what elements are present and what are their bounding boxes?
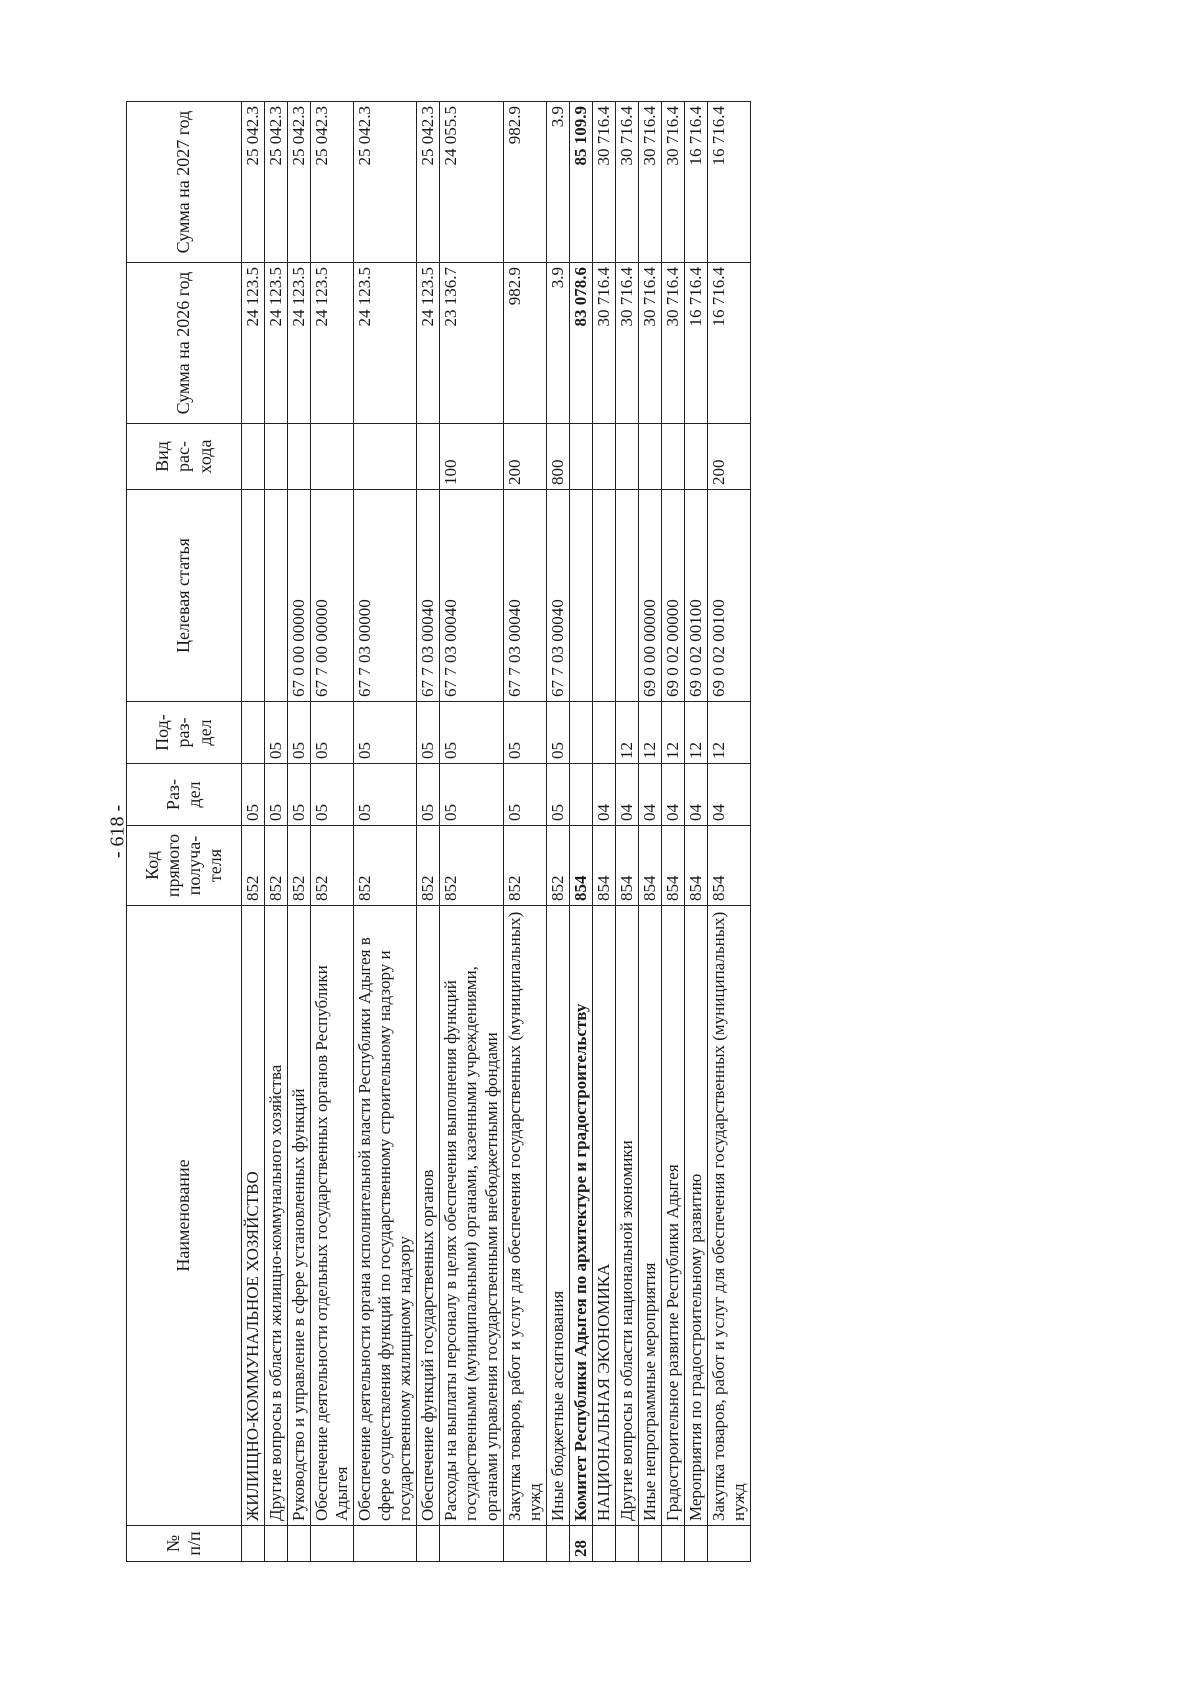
cell-code: 854: [661, 826, 684, 906]
cell-sum-2026: 24 123.5: [354, 263, 417, 424]
cell-no: [440, 1526, 503, 1562]
cell-sum-2027: 25 042.3: [265, 102, 288, 263]
table-row: [592, 102, 615, 1562]
header-podrazdel: Под-раз-дел: [127, 702, 242, 764]
cell-name: Руководство и управление в сфере установленных функций: [288, 906, 311, 1526]
cell-razdel: 04: [684, 764, 707, 826]
cell-podrazdel: 05: [417, 702, 440, 764]
cell-name: Другие вопросы в области жилищно-коммунального хозяйства: [265, 906, 288, 1526]
cell-celevaya: 67 7 03 00040: [546, 490, 569, 702]
table-row: [638, 102, 661, 1562]
table-row: [354, 102, 417, 1562]
cell-name: НАЦИОНАЛЬНАЯ ЭКОНОМИКА: [592, 906, 615, 1526]
cell-name: Обеспечение функций государственных органов: [417, 906, 440, 1526]
cell-podrazdel: [242, 702, 265, 764]
cell-celevaya: 69 0 02 00100: [684, 490, 707, 702]
cell-name: Комитет Республики Адыгея по архитектуре и градостроительству: [569, 906, 592, 1526]
cell-sum-2026: 30 716.4: [638, 263, 661, 424]
cell-code: 852: [440, 826, 503, 906]
cell-code: 852: [503, 826, 546, 906]
budget-table: [126, 101, 751, 1562]
header-celevaya: Целевая статья: [127, 490, 242, 702]
cell-sum-2027: 30 716.4: [661, 102, 684, 263]
cell-vid: [242, 424, 265, 490]
cell-vid: [638, 424, 661, 490]
cell-celevaya: 67 7 03 00000: [354, 490, 417, 702]
cell-sum-2027: 982.9: [503, 102, 546, 263]
cell-vid: [354, 424, 417, 490]
cell-razdel: 05: [546, 764, 569, 826]
cell-sum-2026: 3.9: [546, 263, 569, 424]
cell-name: Закупка товаров, работ и услуг для обеспечения государственных (муниципальных) нужд: [503, 906, 546, 1526]
cell-razdel: 05: [265, 764, 288, 826]
cell-podrazdel: 05: [354, 702, 417, 764]
header-sum-2026: Сумма на 2026 год: [127, 263, 242, 424]
table-row: [417, 102, 440, 1562]
table-row: [265, 102, 288, 1562]
cell-no: [638, 1526, 661, 1562]
cell-vid: [417, 424, 440, 490]
cell-sum-2027: 25 042.3: [288, 102, 311, 263]
cell-razdel: 05: [311, 764, 354, 826]
header-razdel: Раз-дел: [127, 764, 242, 826]
table-row: [707, 102, 750, 1562]
cell-razdel: [569, 764, 592, 826]
cell-podrazdel: 12: [638, 702, 661, 764]
cell-vid: [684, 424, 707, 490]
cell-code: 852: [546, 826, 569, 906]
cell-no: [288, 1526, 311, 1562]
cell-celevaya: 67 7 00 00000: [311, 490, 354, 702]
cell-podrazdel: [592, 702, 615, 764]
header-sum-2027: Сумма на 2027 год: [127, 102, 242, 263]
cell-sum-2027: 25 042.3: [311, 102, 354, 263]
cell-podrazdel: 12: [615, 702, 638, 764]
cell-code: 852: [242, 826, 265, 906]
cell-sum-2027: 16 716.4: [707, 102, 750, 263]
cell-sum-2026: 30 716.4: [661, 263, 684, 424]
cell-no: [707, 1526, 750, 1562]
header-code: Код прямого получа-теля: [127, 826, 242, 906]
cell-name: Обеспечение деятельности отдельных государственных органов Республики Адыгея: [311, 906, 354, 1526]
cell-celevaya: 67 7 03 00040: [440, 490, 503, 702]
cell-vid: [569, 424, 592, 490]
cell-celevaya: 69 0 00 00000: [638, 490, 661, 702]
cell-sum-2027: 24 055.5: [440, 102, 503, 263]
table-row: [569, 102, 592, 1562]
cell-no: [354, 1526, 417, 1562]
cell-no: [592, 1526, 615, 1562]
cell-code: 852: [354, 826, 417, 906]
cell-podrazdel: [569, 702, 592, 764]
cell-podrazdel: 05: [311, 702, 354, 764]
cell-celevaya: 67 7 03 00040: [417, 490, 440, 702]
cell-code: 854: [569, 826, 592, 906]
cell-no: [242, 1526, 265, 1562]
table-row: [288, 102, 311, 1562]
cell-code: 854: [615, 826, 638, 906]
cell-name: Мероприятия по градостроительному развитию: [684, 906, 707, 1526]
cell-vid: 200: [503, 424, 546, 490]
cell-sum-2027: 30 716.4: [638, 102, 661, 263]
table-header-row: [127, 102, 242, 1562]
cell-name: Обеспечение деятельности органа исполнительной власти Республики Адыгея в сфере осуществления функций по государственному строительному надзору и государственному жилищному надзору: [354, 906, 417, 1526]
cell-razdel: 04: [592, 764, 615, 826]
cell-razdel: 05: [354, 764, 417, 826]
cell-code: 854: [592, 826, 615, 906]
cell-no: 28: [569, 1526, 592, 1562]
table-row: [440, 102, 503, 1562]
cell-sum-2027: 30 716.4: [592, 102, 615, 263]
cell-no: [661, 1526, 684, 1562]
cell-podrazdel: 12: [661, 702, 684, 764]
page-number: - 618 -: [106, 804, 129, 859]
table-body: [242, 102, 751, 1562]
cell-sum-2027: 25 042.3: [242, 102, 265, 263]
cell-vid: [288, 424, 311, 490]
cell-vid: 800: [546, 424, 569, 490]
cell-sum-2026: 30 716.4: [615, 263, 638, 424]
cell-sum-2026: 24 123.5: [265, 263, 288, 424]
cell-no: [311, 1526, 354, 1562]
cell-razdel: 04: [707, 764, 750, 826]
cell-razdel: 05: [440, 764, 503, 826]
cell-sum-2026: 982.9: [503, 263, 546, 424]
table-row: [661, 102, 684, 1562]
cell-celevaya: [592, 490, 615, 702]
cell-no: [615, 1526, 638, 1562]
cell-sum-2026: 24 123.5: [311, 263, 354, 424]
cell-podrazdel: 12: [684, 702, 707, 764]
cell-vid: 200: [707, 424, 750, 490]
cell-code: 852: [417, 826, 440, 906]
cell-no: [265, 1526, 288, 1562]
cell-sum-2026: 24 123.5: [288, 263, 311, 424]
cell-razdel: 05: [417, 764, 440, 826]
cell-sum-2026: 16 716.4: [707, 263, 750, 424]
cell-podrazdel: 05: [546, 702, 569, 764]
cell-no: [684, 1526, 707, 1562]
rotated-page-content: [126, 102, 751, 1562]
table-row: [684, 102, 707, 1562]
cell-name: Иные непрограммные мероприятия: [638, 906, 661, 1526]
header-vid: Вид рас-хода: [127, 424, 242, 490]
cell-code: 854: [684, 826, 707, 906]
cell-name: Расходы на выплаты персоналу в целях обеспечения выполнения функций государственными (муниципальными) органами, казенными учреждениями, органами управления государственными внебюджетными фондами: [440, 906, 503, 1526]
cell-code: 854: [707, 826, 750, 906]
table-row: [503, 102, 546, 1562]
cell-name: Иные бюджетные ассигнования: [546, 906, 569, 1526]
cell-celevaya: [265, 490, 288, 702]
cell-code: 852: [288, 826, 311, 906]
cell-sum-2026: 24 123.5: [242, 263, 265, 424]
cell-sum-2026: 24 123.5: [417, 263, 440, 424]
cell-razdel: 05: [288, 764, 311, 826]
cell-podrazdel: 05: [440, 702, 503, 764]
cell-sum-2027: 30 716.4: [615, 102, 638, 263]
table-row: [615, 102, 638, 1562]
cell-vid: [615, 424, 638, 490]
cell-sum-2027: 25 042.3: [417, 102, 440, 263]
cell-vid: [265, 424, 288, 490]
cell-celevaya: [242, 490, 265, 702]
cell-podrazdel: 05: [265, 702, 288, 764]
cell-code: 854: [638, 826, 661, 906]
cell-sum-2027: 16 716.4: [684, 102, 707, 263]
cell-code: 852: [311, 826, 354, 906]
cell-sum-2026: 16 716.4: [684, 263, 707, 424]
cell-sum-2027: 3.9: [546, 102, 569, 263]
cell-no: [417, 1526, 440, 1562]
cell-sum-2026: 30 716.4: [592, 263, 615, 424]
cell-sum-2026: 83 078.6: [569, 263, 592, 424]
header-name: Наименование: [127, 906, 242, 1526]
cell-vid: [592, 424, 615, 490]
cell-celevaya: 67 0 00 00000: [288, 490, 311, 702]
cell-celevaya: [615, 490, 638, 702]
cell-razdel: 04: [638, 764, 661, 826]
cell-no: [503, 1526, 546, 1562]
cell-podrazdel: 05: [503, 702, 546, 764]
table-row: [311, 102, 354, 1562]
table-row: [242, 102, 265, 1562]
cell-code: 852: [265, 826, 288, 906]
cell-razdel: 05: [503, 764, 546, 826]
cell-razdel: 05: [242, 764, 265, 826]
cell-podrazdel: 12: [707, 702, 750, 764]
cell-razdel: 04: [661, 764, 684, 826]
cell-sum-2027: 25 042.3: [354, 102, 417, 263]
cell-name: Другие вопросы в области национальной экономики: [615, 906, 638, 1526]
table-row: [546, 102, 569, 1562]
cell-razdel: 04: [615, 764, 638, 826]
cell-podrazdel: 05: [288, 702, 311, 764]
cell-name: ЖИЛИЩНО-КОММУНАЛЬНОЕ ХОЗЯЙСТВО: [242, 906, 265, 1526]
cell-no: [546, 1526, 569, 1562]
cell-sum-2026: 23 136.7: [440, 263, 503, 424]
cell-name: Закупка товаров, работ и услуг для обеспечения государственных (муниципальных) нужд: [707, 906, 750, 1526]
cell-sum-2027: 85 109.9: [569, 102, 592, 263]
cell-celevaya: 67 7 03 00040: [503, 490, 546, 702]
cell-celevaya: 69 0 02 00000: [661, 490, 684, 702]
cell-celevaya: [569, 490, 592, 702]
cell-vid: [311, 424, 354, 490]
cell-name: Градостроительное развитие Республики Адыгея: [661, 906, 684, 1526]
header-no: № п/п: [127, 1526, 242, 1562]
cell-vid: [661, 424, 684, 490]
cell-vid: 100: [440, 424, 503, 490]
cell-celevaya: 69 0 02 00100: [707, 490, 750, 702]
